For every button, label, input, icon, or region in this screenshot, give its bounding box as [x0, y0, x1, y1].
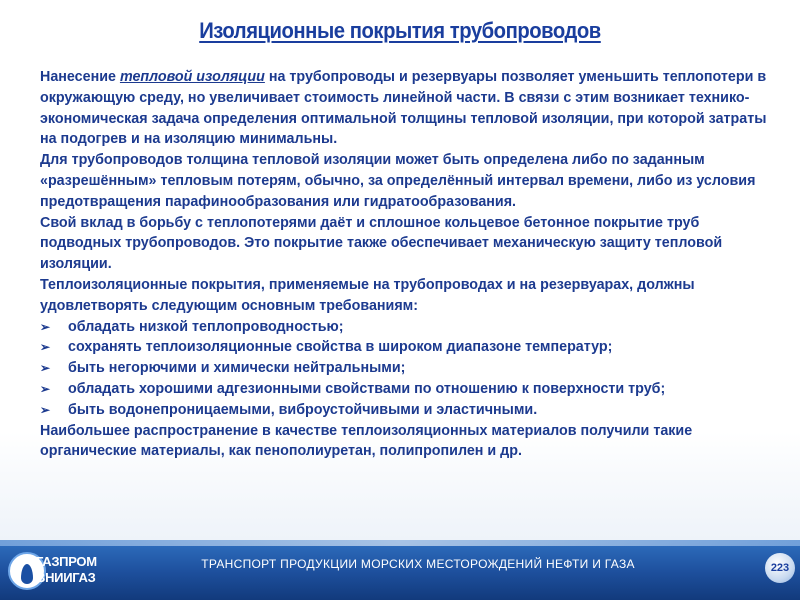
footer-highlight — [0, 540, 800, 546]
arrow-bullet-icon: ➢ — [40, 361, 51, 376]
logo-text-line2: ВНИИГАЗ — [36, 570, 96, 585]
arrow-bullet-icon: ➢ — [40, 381, 51, 396]
logo-text-line1: ГАЗПРОМ — [36, 554, 97, 569]
paragraph-1-prefix: Нанесение — [40, 69, 120, 85]
arrow-bullet-icon: ➢ — [40, 402, 51, 417]
slide-title: Изоляционные покрытия трубопроводов — [199, 18, 601, 43]
paragraph-5: Наибольшее распространение в качестве теплоизоляционных материалов получили такие органические материалы, как пенополиуретан, полипропилен и др. — [40, 422, 693, 460]
bullet-item: ➢ обладать хорошими адгезионными свойствами по отношению к поверхности труб; — [40, 379, 770, 400]
paragraph-2: Для трубопроводов толщина тепловой изоляции может быть определена либо по заданным «разрешённым» тепловым потерям, обычно, за определённый интервал времени, либо из условия предотвращения парафинообразования или гидратообразования. — [40, 152, 756, 210]
paragraph-1-rest: на трубопроводы и резервуары позволяет уменьшить теплопотери в окружающую среду, но увеличивает стоимость линейной части. В связи с этим возникает технико-экономическая задача определения оптимальной толщины тепловой изоляции, при которой затраты на подогрев и на изоляцию минимальны. — [40, 69, 767, 148]
bullet-item: ➢ быть негорючими и химически нейтральными; — [40, 358, 770, 379]
slide-body — [40, 67, 770, 462]
arrow-bullet-icon: ➢ — [40, 319, 51, 334]
footer-caption: ТРАНСПОРТ ПРОДУКЦИИ МОРСКИХ МЕСТОРОЖДЕНИЙ НЕФТИ И ГАЗА — [201, 557, 635, 571]
thermal-insulation-link[interactable]: тепловой изоляции — [119, 69, 265, 85]
paragraph-4: Теплоизоляционные покрытия, применяемые на трубопроводах и на резервуарах, должны удовлетворять следующим основным требованиям: — [40, 276, 695, 314]
bullet-item: ➢ быть водонепроницаемыми, виброустойчивыми и эластичными. — [40, 400, 770, 421]
paragraph-3: Свой вклад в борьбу с теплопотерями даёт и сплошное кольцевое бетонное покрытие труб подводных трубопроводов. Это покрытие также обеспечивает механическую защиту тепловой изоляции. — [40, 214, 723, 273]
page-number: 223 — [765, 553, 795, 583]
bullet-item: ➢ сохранять теплоизоляционные свойства в широком диапазоне температур; — [40, 337, 770, 358]
bullet-item: ➢ обладать низкой теплопроводностью; — [40, 317, 770, 338]
arrow-bullet-icon: ➢ — [40, 340, 51, 355]
paragraph-1 — [40, 67, 770, 150]
